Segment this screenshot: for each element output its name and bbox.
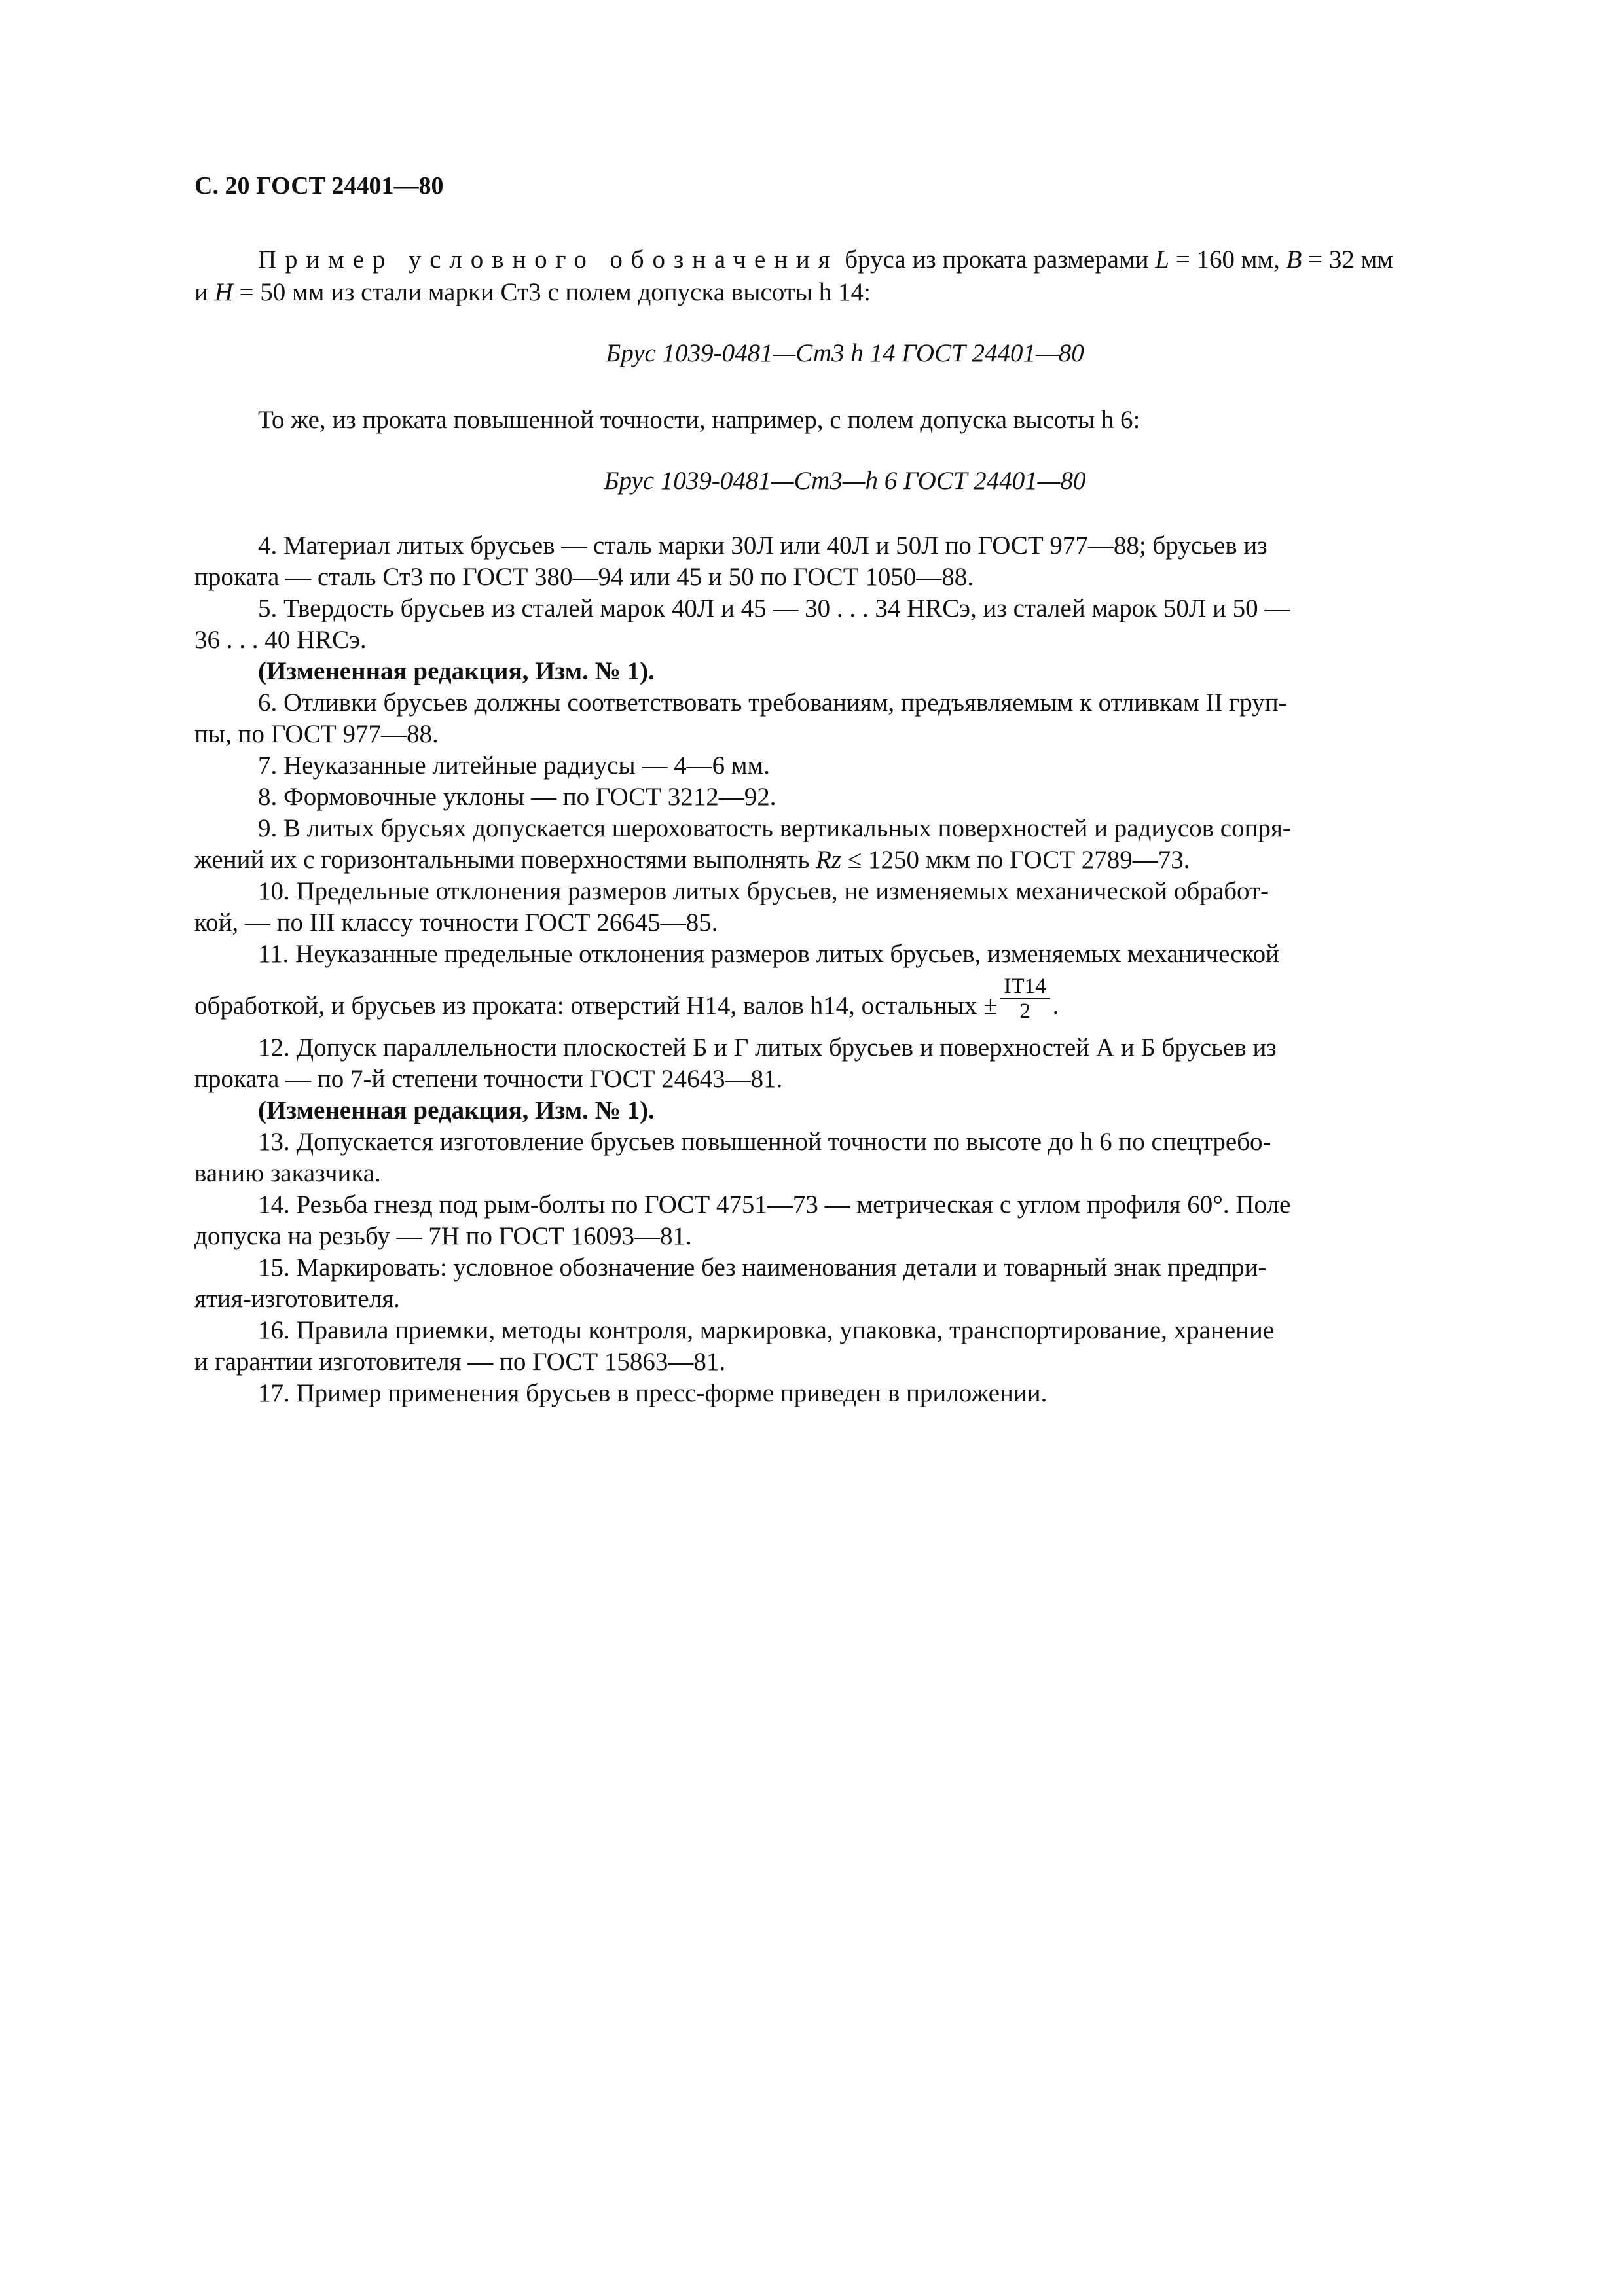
example-paragraph: Пример условного обозначения бруса из проката размерами L = 160 мм, B = 32 мм — [258, 245, 1394, 274]
item-11-line2: обработкой, и брусьев из проката: отверстий H14, валов h14, остальных ± $\frac{IT14}{2}$ . — [194, 975, 1059, 1023]
amendment-note-2: (Измененная редакция, Изм. № 1). — [258, 1096, 655, 1124]
item-4-line1: 4. Материал литых брусьев — сталь марки 30Л или 40Л и 50Л по ГОСТ 977—88; брусьев из — [258, 531, 1267, 560]
item-4-line2: проката — сталь Ст3 по ГОСТ 380—94 или 45 и 50 по ГОСТ 1050—88. — [194, 563, 974, 591]
designation-example-2: Брус 1039-0481—Ст3—h 6 ГОСТ 24401—80 — [604, 467, 1086, 495]
item-16-line2: и гарантии изготовителя — по ГОСТ 15863—81. — [194, 1348, 726, 1376]
item-13-line1: 13. Допускается изготовление брусьев повышенной точности по высоте до h 6 по спецтребо- — [258, 1128, 1271, 1156]
item-7: 7. Неуказанные литейные радиусы — 4—6 мм. — [258, 751, 770, 780]
item-6-line1: 6. Отливки брусьев должны соответствовать требованиям, предъявляемым к отливкам II груп- — [258, 689, 1287, 717]
item-9-line2: жений их с горизонтальными поверхностями выполнять Rz ≤ 1250 мкм по ГОСТ 2789—73. — [194, 846, 1190, 874]
item-17: 17. Пример применения брусьев в пресс-форме приведен в приложении. — [258, 1379, 1048, 1407]
same-precision-line: То же, из проката повышенной точности, например, с полем допуска высоты h 6: — [258, 406, 1140, 434]
fraction-denominator: 2 — [1019, 999, 1030, 1023]
item-13-line2: ванию заказчика. — [194, 1159, 381, 1187]
item-15-line2: ятия-изготовителя. — [194, 1285, 400, 1313]
item-8: 8. Формовочные уклоны — по ГОСТ 3212—92. — [258, 783, 776, 811]
item-6-line2: пы, по ГОСТ 977—88. — [194, 720, 439, 748]
item-14-line2: допуска на резьбу — 7H по ГОСТ 16093—81. — [194, 1222, 692, 1250]
item-14-line1: 14. Резьба гнезд под рым-болты по ГОСТ 4751—73 — метрическая с углом профиля 60°. Поле — [258, 1191, 1291, 1219]
fraction-numerator: IT14 — [1000, 975, 1050, 999]
item-12-line2: проката — по 7-й степени точности ГОСТ 24643—81. — [194, 1065, 783, 1093]
designation-example-1: Брус 1039-0481—Ст3 h 14 ГОСТ 24401—80 — [606, 339, 1084, 367]
item-11-line1: 11. Неуказанные предельные отклонения размеров литых брусьев, изменяемых механической — [258, 940, 1280, 968]
example-label: Пример условного обозначения — [258, 245, 839, 274]
page-header: С. 20 ГОСТ 24401—80 — [194, 172, 444, 200]
item-15-line1: 15. Маркировать: условное обозначение без наименования детали и товарный знак предпри- — [258, 1253, 1267, 1282]
amendment-note-1: (Измененная редакция, Изм. № 1). — [258, 657, 655, 685]
item-10-line2: кой, — по III классу точности ГОСТ 26645—85. — [194, 908, 718, 937]
item-5-line2: 36 . . . 40 HRCэ. — [194, 626, 367, 654]
item-9-line1: 9. В литых брусьях допускается шероховатость вертикальных поверхностей и радиусов сопря- — [258, 814, 1291, 842]
example-paragraph-line2: и H = 50 мм из стали марки Ст3 с полем допуска высоты h 14: — [194, 278, 871, 306]
item-16-line1: 16. Правила приемки, методы контроля, маркировка, упаковка, транспортирование, хранение — [258, 1316, 1275, 1344]
item-12-line1: 12. Допуск параллельности плоскостей Б и Г литых брусьев и поверхностей А и Б брусьев из — [258, 1033, 1277, 1062]
rz-symbol: Rz — [816, 846, 842, 874]
tolerance-fraction — [1000, 975, 1050, 1023]
item-5-line1: 5. Твердость брусьев из сталей марок 40Л и 45 — 30 . . . 34 HRCэ, из сталей марок 50Л и 50 — — [258, 594, 1290, 622]
item-10-line1: 10. Предельные отклонения размеров литых брусьев, не изменяемых механической обработ- — [258, 877, 1269, 905]
